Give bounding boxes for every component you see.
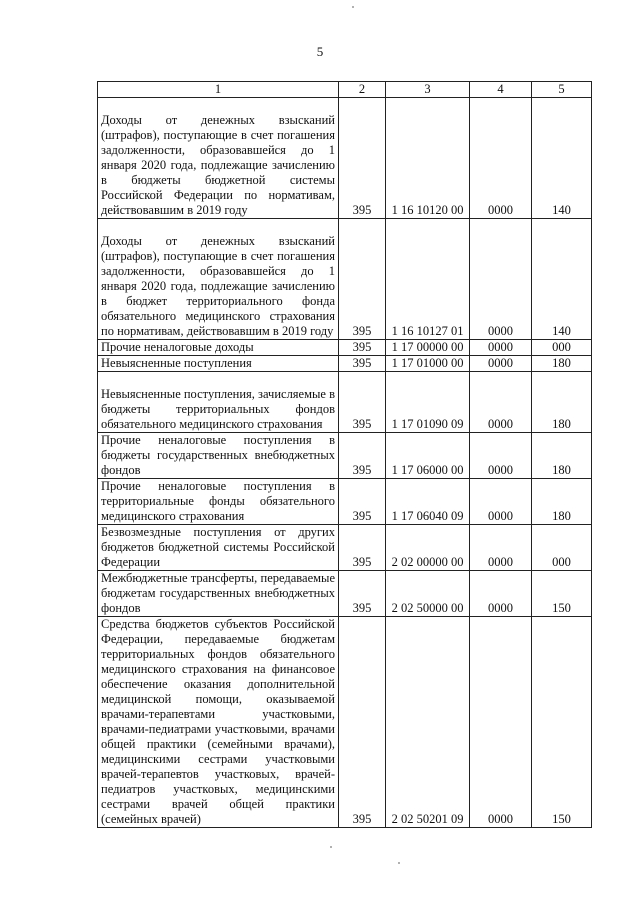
row-admin-code: 395 bbox=[339, 219, 386, 340]
row-program-code: 0000 bbox=[470, 372, 532, 433]
table-row bbox=[98, 372, 592, 433]
row-program-code: 0000 bbox=[470, 617, 532, 828]
row-economic-code: 140 bbox=[532, 219, 592, 340]
row-income-code: 1 17 06040 09 bbox=[386, 479, 470, 525]
row-description: Прочие неналоговые доходы bbox=[98, 340, 339, 356]
row-income-code: 2 02 50201 09 bbox=[386, 617, 470, 828]
row-description: Межбюджетные трансферты, передаваемые бюджетам государственных внебюджетных фондов bbox=[98, 571, 339, 617]
header-cell: 4 bbox=[470, 82, 532, 98]
row-program-code: 0000 bbox=[470, 525, 532, 571]
row-description: Доходы от денежных взысканий (штрафов), поступающие в счет погашения задолженности, образовавшейся до 1 января 2020 года, подлежащие зачислению в бюджет территориального фонда обязательного медицинского страхования по нормативам, действовавшим в 2019 году bbox=[98, 219, 339, 340]
table-header-row bbox=[98, 82, 592, 98]
table-row bbox=[98, 98, 592, 219]
scan-speck bbox=[352, 6, 354, 8]
header-cell: 1 bbox=[98, 82, 339, 98]
row-admin-code: 395 bbox=[339, 617, 386, 828]
row-admin-code: 395 bbox=[339, 98, 386, 219]
row-admin-code: 395 bbox=[339, 356, 386, 372]
row-income-code: 1 17 00000 00 bbox=[386, 340, 470, 356]
row-description: Средства бюджетов субъектов Российской Федерации, передаваемые бюджетам территориальных фондов обязательного медицинского страхования на финансовое обеспечение оказания дополнительной медицинской помощи, оказываемой врачами-терапевтами участковыми, врачами-педиатрами участковыми, врачами общей практики (семейными врачами), медицинскими сестрами участковыми врачей-терапевтов участковых, врачей-педиатров участковых, медицинскими сестрами врачей общей практики (семейных врачей) bbox=[98, 617, 339, 828]
row-economic-code: 180 bbox=[532, 356, 592, 372]
row-income-code: 1 17 01000 00 bbox=[386, 356, 470, 372]
table-row bbox=[98, 219, 592, 340]
row-description: Безвозмездные поступления от других бюджетов бюджетной системы Российской Федерации bbox=[98, 525, 339, 571]
table-row bbox=[98, 340, 592, 356]
row-income-code: 1 17 01090 09 bbox=[386, 372, 470, 433]
row-economic-code: 140 bbox=[532, 98, 592, 219]
table-row bbox=[98, 356, 592, 372]
row-program-code: 0000 bbox=[470, 356, 532, 372]
row-economic-code: 180 bbox=[532, 372, 592, 433]
row-description: Невыясненные поступления, зачисляемые в бюджеты территориальных фондов обязательного медицинского страхования bbox=[98, 372, 339, 433]
row-income-code: 1 16 10120 00 bbox=[386, 98, 470, 219]
row-admin-code: 395 bbox=[339, 479, 386, 525]
header-cell: 2 bbox=[339, 82, 386, 98]
row-economic-code: 180 bbox=[532, 433, 592, 479]
row-program-code: 0000 bbox=[470, 98, 532, 219]
row-economic-code: 000 bbox=[532, 340, 592, 356]
row-description: Невыясненные поступления bbox=[98, 356, 339, 372]
table-row bbox=[98, 617, 592, 828]
row-program-code: 0000 bbox=[470, 571, 532, 617]
page-number: 5 bbox=[316, 44, 324, 59]
row-admin-code: 395 bbox=[339, 372, 386, 433]
row-income-code: 1 16 10127 01 bbox=[386, 219, 470, 340]
row-program-code: 0000 bbox=[470, 479, 532, 525]
budget-classification-table bbox=[97, 81, 592, 828]
row-admin-code: 395 bbox=[339, 525, 386, 571]
table-row bbox=[98, 571, 592, 617]
row-admin-code: 395 bbox=[339, 571, 386, 617]
row-program-code: 0000 bbox=[470, 340, 532, 356]
row-income-code: 2 02 50000 00 bbox=[386, 571, 470, 617]
row-income-code: 1 17 06000 00 bbox=[386, 433, 470, 479]
row-economic-code: 180 bbox=[532, 479, 592, 525]
row-economic-code: 150 bbox=[532, 617, 592, 828]
row-program-code: 0000 bbox=[470, 219, 532, 340]
row-admin-code: 395 bbox=[339, 340, 386, 356]
row-program-code: 0000 bbox=[470, 433, 532, 479]
row-description: Доходы от денежных взысканий (штрафов), поступающие в счет погашения задолженности, образовавшейся до 1 января 2020 года, подлежащие зачислению в бюджеты бюджетной системы Российской Федерации по нормативам, действовавшим в 2019 году bbox=[98, 98, 339, 219]
table-row bbox=[98, 433, 592, 479]
row-description: Прочие неналоговые поступления в территориальные фонды обязательного медицинского страхования bbox=[98, 479, 339, 525]
row-economic-code: 000 bbox=[532, 525, 592, 571]
row-admin-code: 395 bbox=[339, 433, 386, 479]
row-description: Прочие неналоговые поступления в бюджеты государственных внебюджетных фондов bbox=[98, 433, 339, 479]
header-cell: 3 bbox=[386, 82, 470, 98]
row-income-code: 2 02 00000 00 bbox=[386, 525, 470, 571]
row-economic-code: 150 bbox=[532, 571, 592, 617]
header-cell: 5 bbox=[532, 82, 592, 98]
table-row bbox=[98, 525, 592, 571]
table-row bbox=[98, 479, 592, 525]
scan-speck bbox=[330, 846, 332, 848]
scan-speck bbox=[398, 862, 400, 864]
